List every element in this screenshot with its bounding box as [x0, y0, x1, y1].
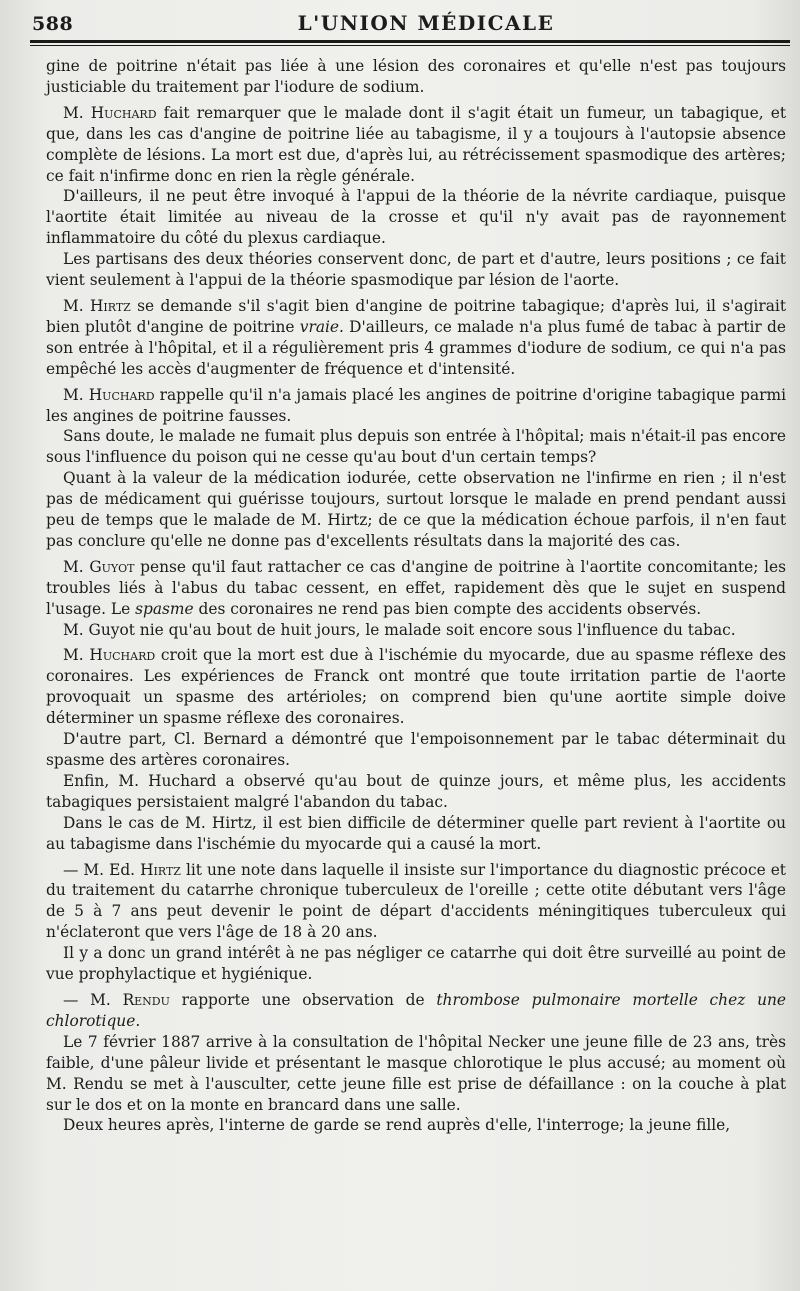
paragraph: [46, 426, 786, 468]
paragraph: [46, 385, 786, 427]
text-run: Quant à la valeur de la médication iodurée, cette observation ne l'infirme en rien ; il n'est pas de médicament qui guérisse toujours, surtout lorsque le malade en prend pendant aussi peu de temps que le malade de M. Hirtz; de ce que la médication échoue parfois, il n'en faut pas conclure qu'elle ne donne pas d'excellents résultats dans la majorité des cas.: [46, 469, 786, 550]
paragraph: [46, 186, 786, 249]
text-run: D'ailleurs, ce malade n'a plus fumé de tabac à partir de son entrée à l'hôpital, et il a régulièrement pris 4 grammes d'iodure de sodium, ce qui n'a pas empêché les accès d'augmenter de fréquence et d'intensité.: [46, 317, 786, 378]
text-run: D'autre part, Cl. Bernard a démontré que l'empoisonnement par le tabac déterminait du spasme des artères coronaires.: [46, 730, 786, 769]
emphasis-text: thrombose pulmonaire mortelle chez une chlorotique.: [46, 990, 786, 1030]
paragraph: [46, 557, 786, 620]
paragraph: [46, 729, 786, 771]
emphasis-text: spasme: [135, 599, 194, 618]
paragraph: [46, 990, 786, 1032]
text-run: M.: [63, 103, 91, 122]
text-run: rapporte une observation de: [169, 990, 437, 1009]
paragraph: [46, 103, 786, 187]
text-run: Deux heures après, l'interne de garde se rend auprès d'elle, l'interroge; la jeune fille,: [63, 1116, 731, 1135]
speaker-name: Hirtz: [89, 296, 131, 315]
speaker-name: Huchard: [88, 385, 155, 404]
text-run: M. Guyot nie qu'au bout de huit jours, le malade soit encore sous l'influence du tabac.: [63, 620, 736, 639]
paragraph: [46, 943, 786, 985]
text-run: rappelle qu'il n'a jamais placé les angines de poitrine d'origine tabagique parmi les angines de poitrine fausses.: [46, 385, 787, 425]
text-run: Il y a donc un grand intérêt à ne pas négliger ce catarrhe qui doit être surveillé au point de vue prophylactique et hygiénique.: [46, 944, 786, 984]
text-run: D'ailleurs, il ne peut être invoqué à l'appui de la théorie de la névrite cardiaque, puisque l'aortite était limitée au niveau de la crosse et qu'il n'y avait pas de rayonnement inflammatoire du côté du plexus cardiaque.: [46, 187, 786, 248]
speaker-name: Guyot: [89, 557, 135, 576]
text-run: Les partisans des deux théories conservent donc, de part et d'autre, leurs positions ; ce fait vient seulement à l'appui de la théorie spasmodique par lésion de l'aorte.: [46, 250, 786, 290]
paragraph: [46, 1115, 786, 1136]
header-rule: [30, 40, 790, 43]
text-run: M.: [63, 296, 90, 315]
article-body: [46, 56, 786, 1136]
paragraph: [46, 813, 786, 855]
text-run: pense qu'il faut rattacher ce cas d'angine de poitrine à l'aortite concomitante; les troubles liés à l'abus du tabac cessent, en effet, rapidement dès que le sujet en suspend l'usage. Le: [46, 557, 786, 618]
text-run: gine de poitrine n'était pas liée à une lésion des coronaires et qu'elle n'est pas toujours justiciable du traitement par l'iodure de sodium.: [46, 57, 786, 96]
paragraph: [46, 1032, 786, 1116]
text-run: Enfin, M. Huchard a observé qu'au bout de quinze jours, et même plus, les accidents tabagiques persistaient malgré l'abandon du tabac.: [46, 771, 786, 811]
text-run: Le 7 février 1887 arrive à la consultation de l'hôpital Necker une jeune fille de 23 ans, très faible, d'une pâleur livide et présentant le masque chlorotique le plus accusé; au moment où M. Rendu se met à l'ausculter, cette jeune fille est prise de défaillance : on la couche à plat sur le dos et on la monte en brancard dans une salle.: [46, 1032, 786, 1114]
text-run: — M.: [63, 990, 123, 1009]
text-run: Sans doute, le malade ne fumait plus depuis son entrée à l'hôpital; mais n'était-il pas encore sous l'influence du poison qui ne cesse qu'au bout d'un certain temps?: [46, 427, 786, 467]
text-run: M.: [63, 385, 89, 404]
speaker-name: Huchard: [89, 646, 156, 665]
paragraph: [46, 645, 786, 729]
text-run: des coronaires ne rend pas bien compte des accidents observés.: [193, 599, 702, 618]
speaker-name: Hirtz: [140, 860, 181, 879]
paragraph: [46, 860, 786, 944]
text-run: M.: [63, 557, 90, 576]
paragraph: [46, 771, 786, 813]
emphasis-text: vraie.: [299, 317, 344, 336]
paragraph: [46, 296, 786, 380]
text-run: fait remarquer que le malade dont il s'agit était un fumeur, un tabagique, et que, dans les cas d'angine de poitrine liée au tabagisme, il y a toujours à l'autopsie absence complète de lésions. La mort est due, d'après lui, au rétrécissement spasmodique des artères; ce fait n'infirme donc en rien la règle générale.: [46, 103, 787, 185]
paragraph: [46, 468, 786, 552]
text-run: — M. Ed.: [63, 860, 141, 879]
paragraph: [46, 620, 786, 641]
speaker-name: Rendu: [122, 990, 170, 1009]
text-run: M.: [63, 646, 90, 665]
text-run: Dans le cas de M. Hirtz, il est bien difficile de déterminer quelle part revient à l'aortite ou au tabagisme dans l'ischémie du myocarde qui a causé la mort.: [46, 813, 786, 853]
paragraph: [46, 249, 786, 291]
text-run: croit que la mort est due à l'ischémie du myocarde, due au spasme réflexe des coronaires. Les expériences de Franck ont montré que toute irritation partie de l'aorte provoquait un spasme des artérioles; on comprend bien qu'une aortite simple doive déterminer un spasme réflexe des coronaires.: [46, 646, 787, 728]
header-rule-thin: [30, 45, 790, 46]
paragraph: [46, 56, 786, 98]
running-header: [22, 8, 790, 38]
journal-title: L'UNION MÉDICALE: [297, 11, 555, 35]
text-run: lit une note dans laquelle il insiste sur l'importance du diagnostic précoce et du traitement du catarrhe chronique tuberculeux de l'oreille ; cette otite débutant vers l'âge de 5 à 7 ans peut devenir le point de départ d'accidents méningitiques tuberculeux qui n'éclateront que vers l'âge de 18 à 20 ans.: [46, 860, 786, 942]
speaker-name: Huchard: [90, 103, 157, 122]
page-number: 588: [32, 13, 74, 35]
text-run: se demande s'il s'agit bien d'angine de poitrine tabagique; d'après lui, il s'agirait bien plutôt d'angine de poitrine: [46, 296, 786, 336]
